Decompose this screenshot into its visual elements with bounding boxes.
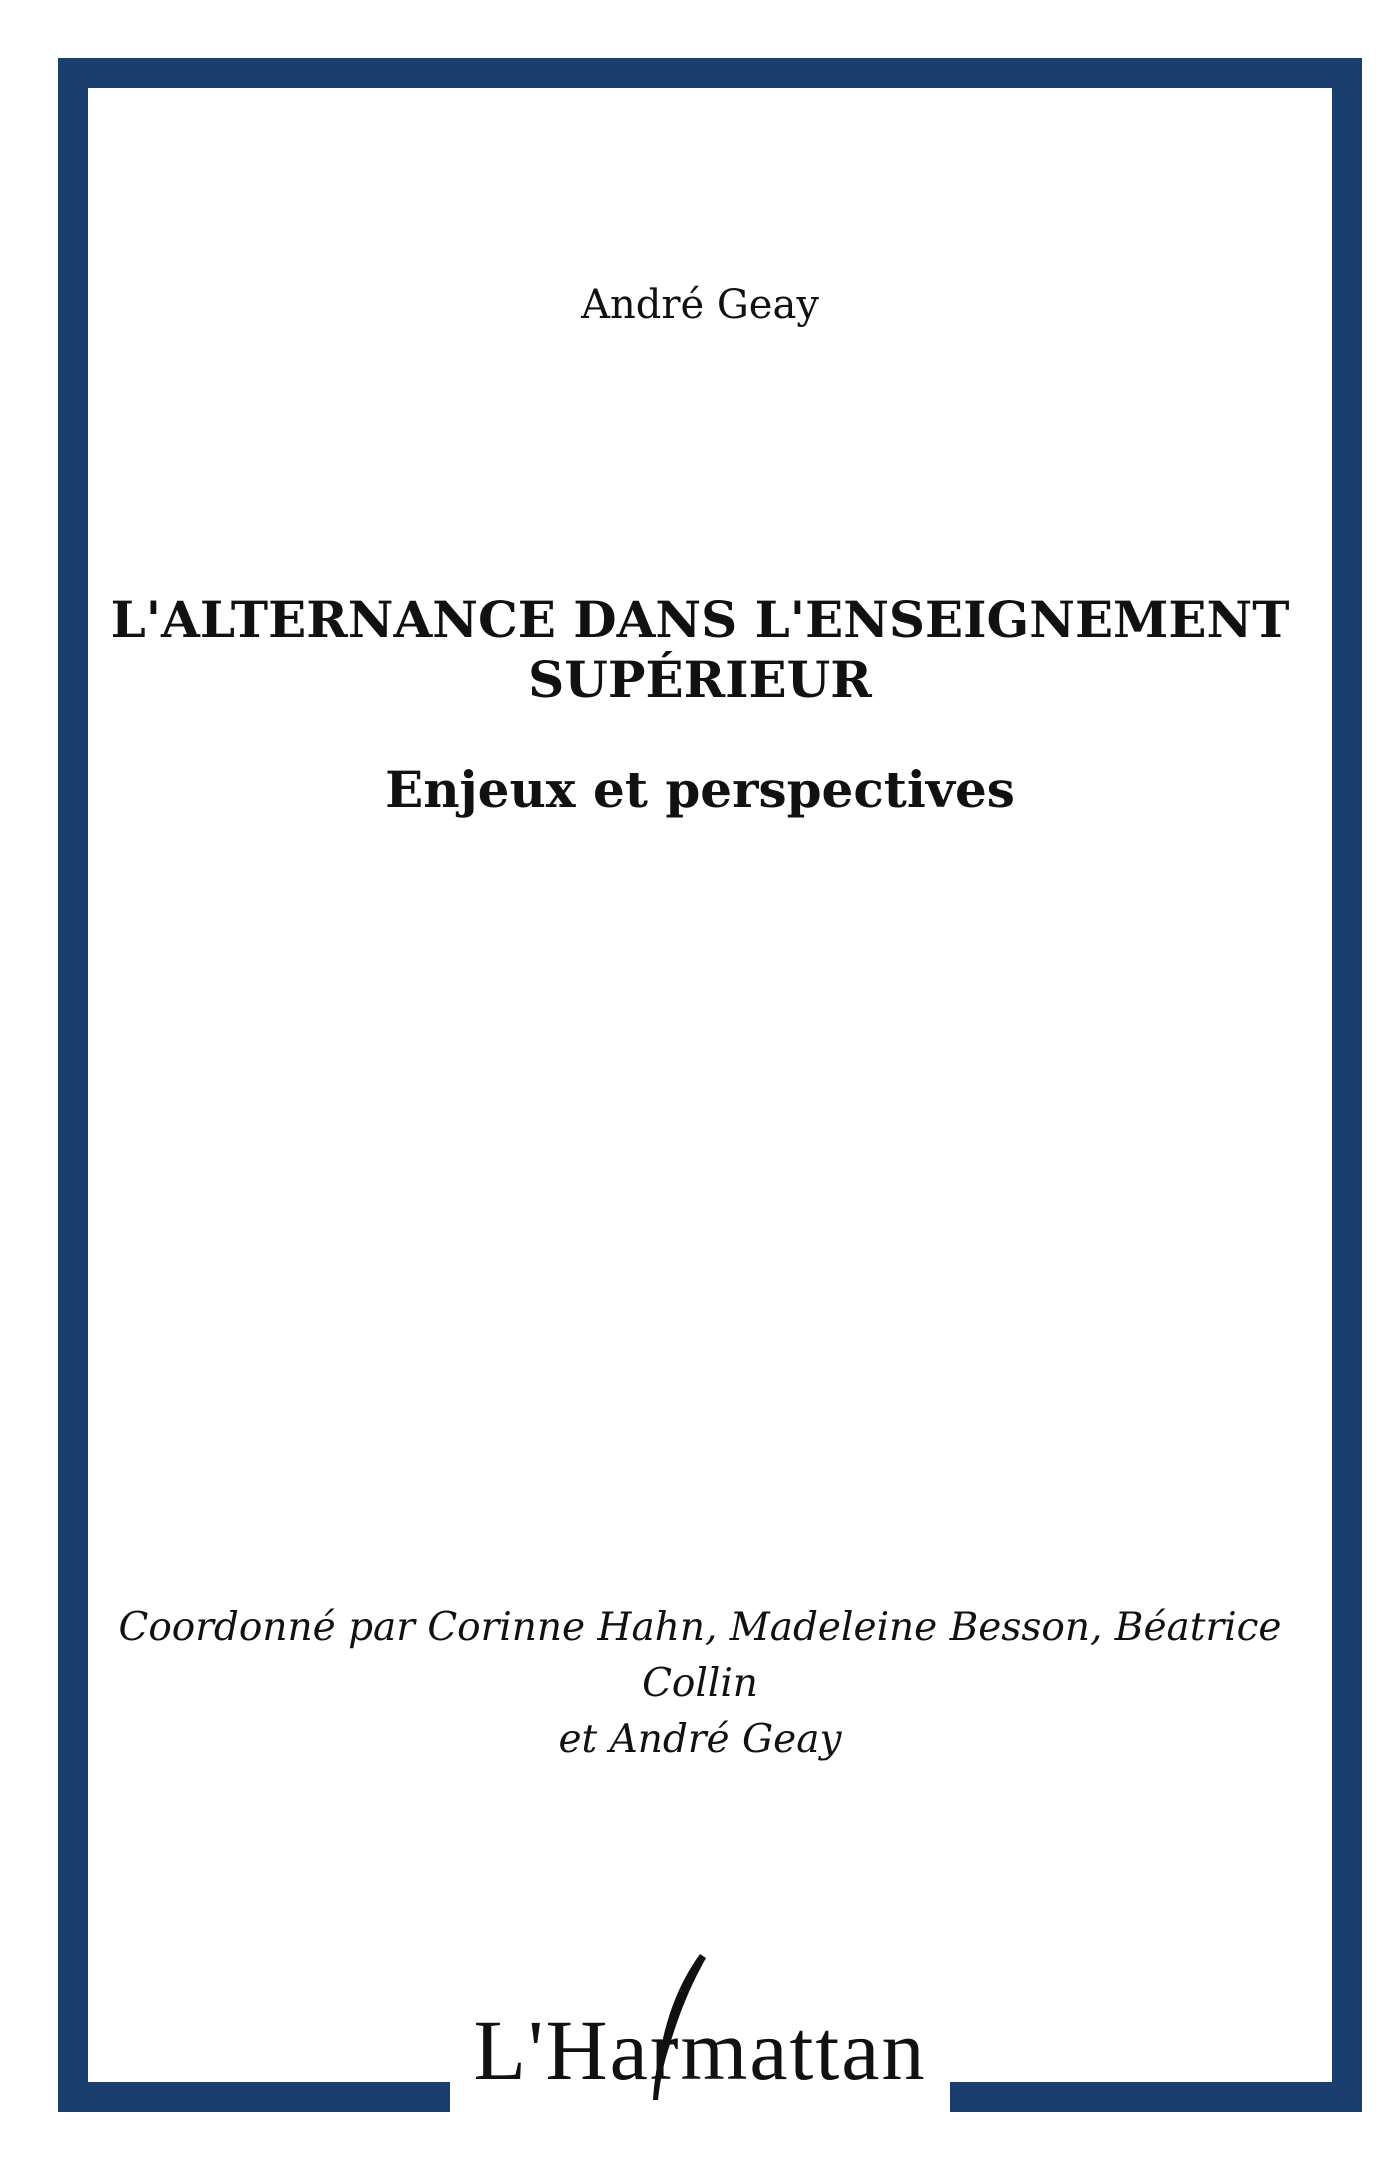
coordinators-credit — [60, 1600, 1340, 1768]
author-name: André Geay — [581, 282, 819, 328]
coordinators-line-1: Coordonné par Corinne Hahn, Madeleine Besson, Béatrice Collin — [118, 1605, 1282, 1706]
book-title-line-2: SUPÉRIEUR — [528, 650, 872, 709]
publisher-name: L'Harmattan — [473, 2002, 927, 2098]
cover-frame — [58, 58, 1362, 2112]
book-title-line-1: L'ALTERNANCE DANS L'ENSEIGNEMENT — [110, 590, 1290, 649]
publisher-logo — [450, 1952, 950, 2112]
coordinators-line-2: et André Geay — [558, 1717, 842, 1762]
book-title — [0, 590, 1400, 710]
book-subtitle: Enjeux et perspectives — [385, 760, 1015, 819]
